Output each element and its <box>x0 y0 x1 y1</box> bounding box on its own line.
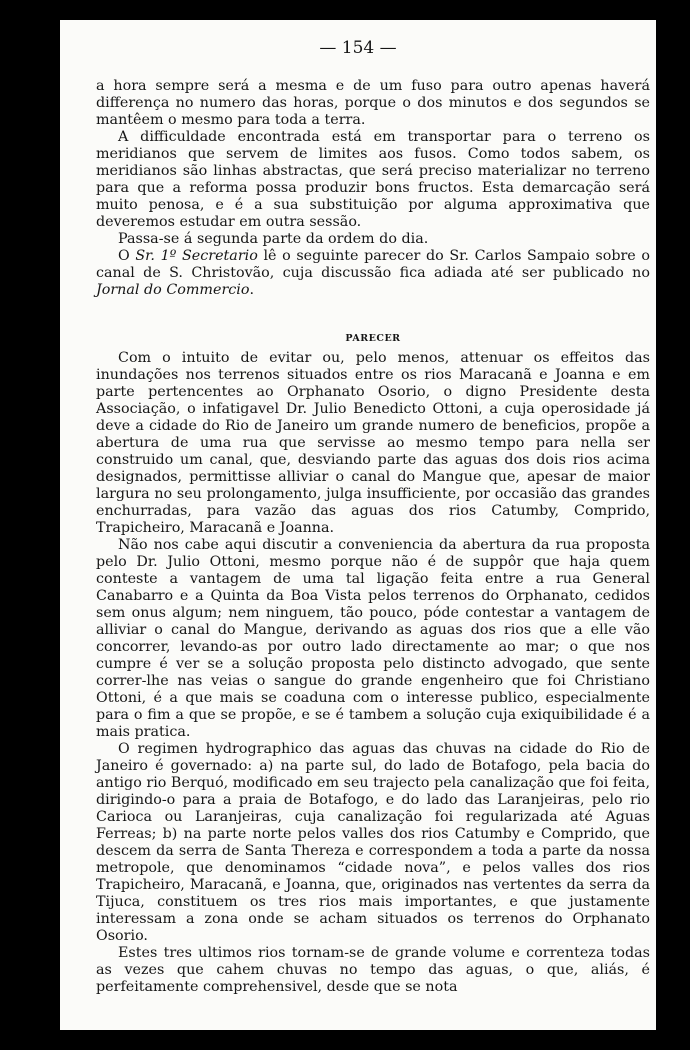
secretario-paragraph <box>96 248 650 299</box>
paragraph: A difficuldade encontrada está em transportar para o terreno os meridianos que servem de limites aos fusos. Como todos sabem, os meridianos são linhas abstractas, que será preciso materializar no terreno para que a reforma possa produzir bons fructos. Esta demarcação será muito penosa, e é a sua substituição por alguma approximativa que deveremos estudar em outra sessão. <box>96 129 650 230</box>
section-heading: PARECER <box>345 333 401 344</box>
paragraph: a hora sempre será a mesma e de um fuso para outro apenas haverá differença no numero das horas, porque o dos minutos e dos segundos se mantêem o mesmo para toda a terra. <box>96 78 650 128</box>
text-block-bottom <box>96 328 650 996</box>
page-number: — 154 — <box>319 38 397 58</box>
document-page <box>60 20 656 1030</box>
secretario-text: lê o seguinte parecer do Sr. Carlos Sampaio sobre o canal de S. Christovão, cuja discussão fica adiada até ser publicado no <box>96 248 650 281</box>
paragraph: Com o intuito de evitar ou, pelo menos, attenuar os effeitos das inundações nos terrenos situados entre os rios Maracanã e Joanna e em parte pertencentes ao Orphanato Osorio, o digno Presidente desta Associação, o infatigavel Dr. Julio Benedicto Ottoni, a cuja operosidade já deve a cidade do Rio de Janeiro um grande numero de beneficios, propõe a abertura de uma rua que servisse ao mesmo tempo para nella ser construido um canal, que, desviando parte das aguas dos dois rios acima designados, permittisse alliviar o canal do Mangue que, apesar de maior largura no seu prolongamento, julga insufficiente, por occasião das grandes enchurradas, para vazão das aguas dos rios Catumby, Comprido, Trapicheiro, Maracanã e Joanna. <box>96 350 650 536</box>
paragraph: O regimen hydrographico das aguas das chuvas na cidade do Rio de Janeiro é governado: a) na parte sul, do lado de Botafogo, pela bacia do antigo rio Berquó, modificado em seu trajecto pela canalização que foi feita, dirigindo-o para a praia de Botafogo, e do lado das Laranjeiras, pelo rio Carioca ou Laranjeiras, cuja canalização foi regularizada até Aguas Ferreas; b) na parte norte pelos valles dos rios Catumby e Comprido, que descem da serra de Santa Thereza e correspondem a toda a parte da nossa metropole, que denominamos “cidade nova”, e pelos valles dos rios Trapicheiro, Maracanã, e Joanna, que, originados nas vertentes da serra da Tijuca, constituem os tres rios mais importantes, e que justamente interessam a zona onde se acham situados os terrenos do Orphanato Osorio. <box>96 741 650 944</box>
paragraph: Passa-se á segunda parte da ordem do dia. <box>118 231 429 247</box>
secretario-suffix: . <box>249 282 255 298</box>
text-block-top <box>96 78 650 299</box>
journal-name: Jornal do Commercio <box>96 282 250 298</box>
secretario-prefix: O <box>118 248 136 264</box>
paragraph: Não nos cabe aqui discutir a conveniencia da abertura da rua proposta pelo Dr. Julio Ottoni, mesmo porque não é de suppôr que haja quem conteste a vantagem de uma tal ligação feita entre a rua General Canabarro e a Quinta da Boa Vista pelos terrenos do Orphanato, cedidos sem onus algum; nem ninguem, tão pouco, póde contestar a vantagem de alliviar o canal do Mangue, derivando as aguas dos rios que a elle vão concorrer, levando-as por outro lado directamente ao mar; o que nos cumpre é ver se a solução proposta pelo distincto advogado, que sente correr-lhe nas veias o sangue do grande engenheiro que foi Christiano Ottoni, é a que mais se coaduna com o interesse publico, especialmente para o fim a que se propõe, e se é tambem a solução cuja exiquibilidade é a mais pratica. <box>96 537 650 740</box>
secretario-title: Sr. 1º Secretario <box>135 248 258 264</box>
paragraph: Estes tres ultimos rios tornam-se de grande volume e correnteza todas as vezes que cahem chuvas no tempo das aguas, o que, aliás, é perfeitamente comprehensivel, desde que se nota <box>96 945 650 995</box>
